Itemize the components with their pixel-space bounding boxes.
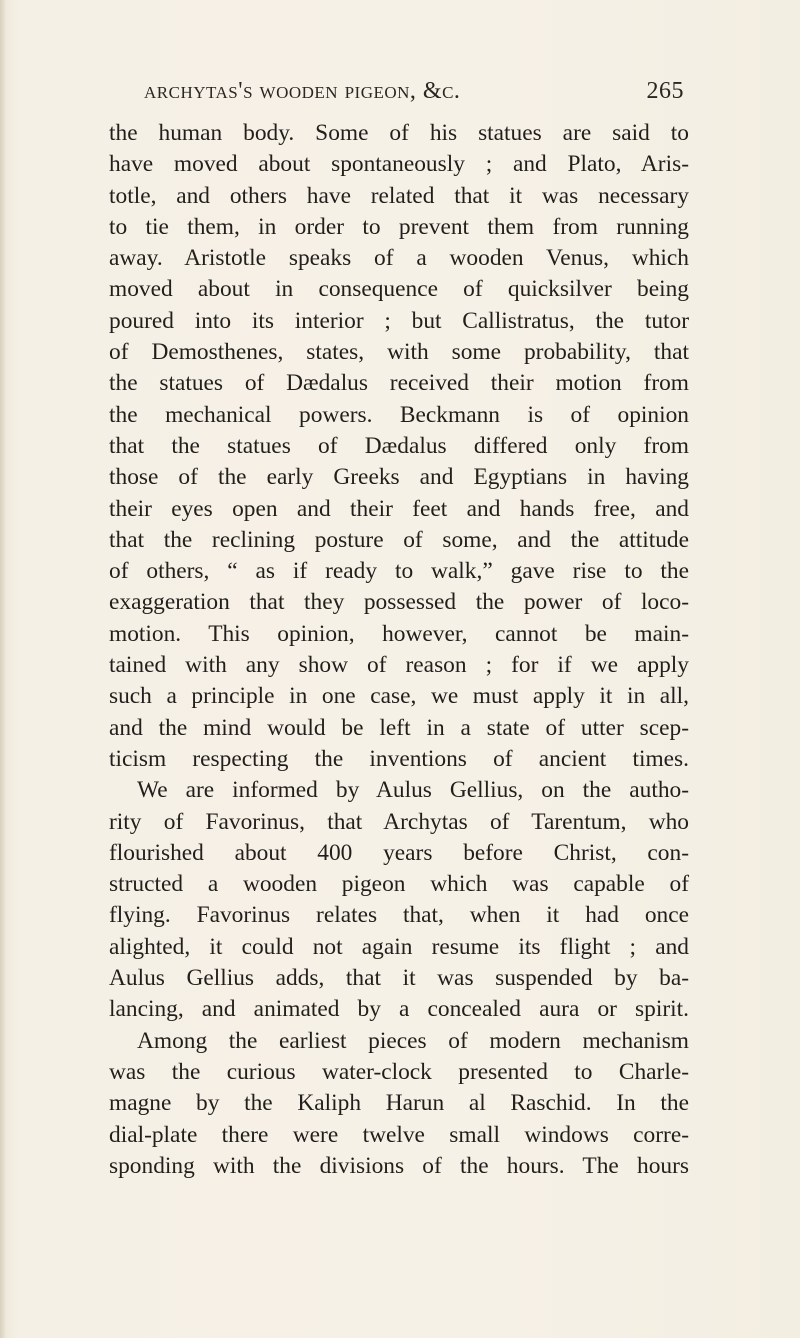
- text-line: those of the early Greeks and Egyptians in having: [109, 464, 689, 491]
- text-line: tained with any show of reason ; for if we apply: [109, 652, 689, 679]
- page-number: 265: [646, 78, 684, 104]
- running-title: archytas's wooden pigeon, &c.: [144, 78, 461, 104]
- body-text: [109, 118, 689, 1182]
- text-line: the mechanical powers. Beckmann is of opinion: [109, 401, 689, 428]
- text-line: structed a wooden pigeon which was capable of: [109, 871, 689, 898]
- page-edge-shadow: [0, 0, 6, 1338]
- text-line: exaggeration that they possessed the power of loco-: [109, 589, 689, 616]
- text-line: ticism respecting the inventions of ancient times.: [109, 745, 689, 772]
- text-line: dial-plate there were twelve small windows corre-: [109, 1121, 689, 1148]
- text-line: magne by the Kaliph Harun al Raschid. In the: [109, 1090, 689, 1117]
- text-line: to tie them, in order to prevent them from running: [109, 213, 689, 240]
- text-line: that the reclining posture of some, and the attitude: [109, 526, 689, 553]
- text-line: and the mind would be left in a state of utter scep-: [109, 714, 689, 741]
- text-line: moved about in consequence of quicksilver being: [109, 276, 689, 303]
- text-line: the statues of Dædalus received their motion from: [109, 370, 689, 397]
- text-line: was the curious water-clock presented to Charle-: [109, 1058, 689, 1085]
- text-line: motion. This opinion, however, cannot be main-: [109, 620, 689, 647]
- text-line: We are informed by Aulus Gellius, on the autho-: [137, 777, 689, 804]
- text-line: rity of Favorinus, that Archytas of Tarentum, who: [109, 808, 689, 835]
- text-line: have moved about spontaneously ; and Plato, Aris-: [109, 151, 689, 178]
- text-line: poured into its interior ; but Callistratus, the tutor: [109, 307, 689, 334]
- text-line: that the statues of Dædalus differed only from: [109, 432, 689, 459]
- text-line: such a principle in one case, we must apply it in all,: [109, 683, 689, 710]
- text-line: sponding with the divisions of the hours. The hours: [109, 1152, 689, 1179]
- text-line: away. Aristotle speaks of a wooden Venus, which: [109, 245, 689, 272]
- text-line: of Demosthenes, states, with some probability, that: [109, 339, 689, 366]
- text-line: totle, and others have related that it was necessary: [109, 182, 689, 209]
- text-line: flying. Favorinus relates that, when it had once: [109, 902, 689, 929]
- text-line: lancing, and animated by a concealed aura or spirit.: [109, 996, 689, 1023]
- text-line: alighted, it could not again resume its flight ; and: [109, 933, 689, 960]
- text-line: Aulus Gellius adds, that it was suspended by ba-: [109, 965, 689, 992]
- text-line: flourished about 400 years before Christ, con-: [109, 839, 689, 866]
- text-line: of others, “ as if ready to walk,” gave rise to the: [109, 558, 689, 585]
- text-line: their eyes open and their feet and hands free, and: [109, 495, 689, 522]
- text-line: Among the earliest pieces of modern mechanism: [137, 1027, 689, 1054]
- text-line: the human body. Some of his statues are said to: [109, 120, 689, 146]
- running-head: [144, 78, 684, 112]
